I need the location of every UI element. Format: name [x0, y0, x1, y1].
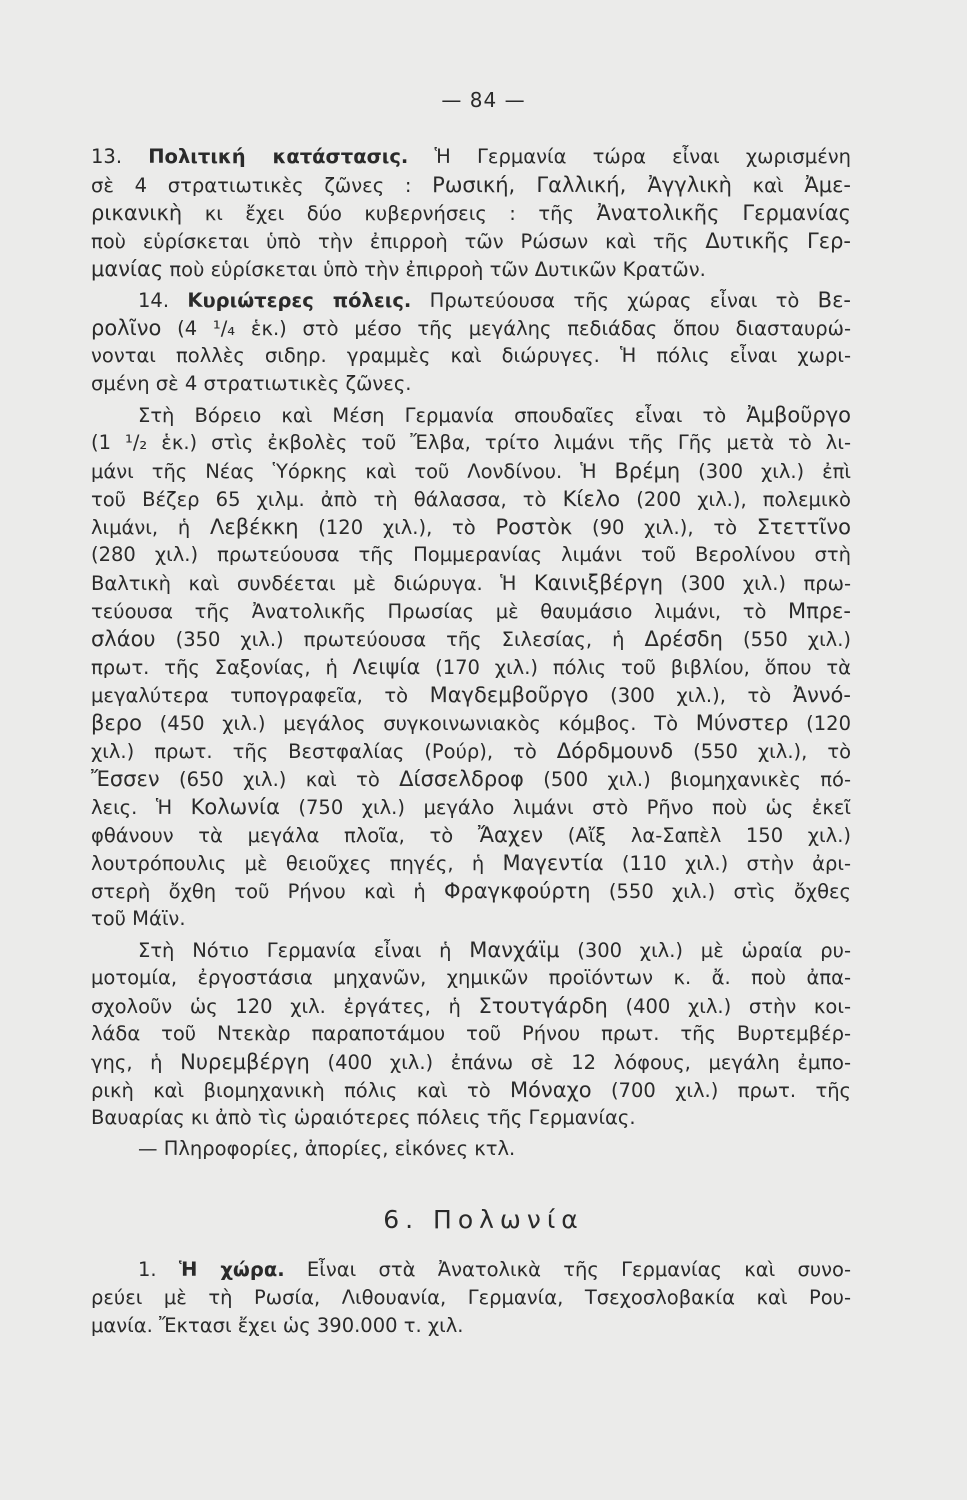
text-run: μανία. Ἔκτασι ἔχει ὡς 390.000 τ. χιλ.: [91, 1314, 464, 1337]
text-run: μάνι τῆς Νέας Ὑόρκης καὶ τοῦ Λονδίνου. Ἡ: [91, 460, 615, 483]
place-name: Λειψία: [352, 655, 421, 679]
text-run: τοῦ Βέζερ 65 χιλμ. ἀπὸ τὴ θάλασσα, τὸ: [91, 488, 563, 511]
place-name: Δόρδμουνδ: [556, 739, 674, 763]
text-line: [91, 457, 851, 486]
text-line: [91, 227, 851, 256]
text-run: (700 χιλ.) πρωτ. τῆς: [591, 1079, 852, 1102]
text-line: [91, 625, 851, 654]
text-line: [91, 849, 851, 878]
text-run: Πρωτεύουσα τῆς χώρας εἶναι τὸ: [411, 289, 818, 312]
text-run: (300 χιλ.), τὸ: [588, 684, 793, 707]
text-run: Στὴ Βόρειο καὶ Μέση Γερμανία σπουδαῖες εἶναι τὸ: [138, 404, 747, 427]
place-name: Ἀμβοῦργο: [746, 403, 851, 427]
place-name: Μύνστερ: [695, 711, 789, 735]
text-run: φθάνουν τὰ μεγάλα πλοῖα, τὸ: [91, 824, 478, 847]
text-run: (750 χιλ.) μεγάλο λιμάνι στὸ Ρῆνο ποὺ ὡς ἐκεῖ: [279, 796, 851, 819]
section-heading: 6. Πολωνία: [383, 1205, 584, 1234]
page-number: — 84 —: [441, 88, 526, 112]
place-name: Ροστὸκ: [495, 515, 573, 539]
place-name: Βε-: [817, 288, 851, 312]
heading-run: Κυριώτερες πόλεις.: [187, 289, 412, 312]
text-run: 1.: [138, 1258, 179, 1281]
text-line: [138, 286, 851, 315]
text-line: [91, 1284, 851, 1312]
text-run: ποὺ εὑρίσκεται ὑπὸ τὴν ἐπιρροὴ τῶν Ρώσων καὶ τῆς: [91, 230, 706, 253]
text-line: [91, 821, 851, 850]
text-line: [91, 370, 851, 398]
text-run: πρωτ. τῆς Σαξονίας, ἡ: [91, 656, 353, 679]
text-run: (350 χιλ.) πρωτεύουσα τῆς Σιλεσίας, ἡ: [155, 628, 645, 651]
text-run: Εἶναι στὰ Ἀνατολικὰ τῆς Γερμανίας καὶ συνο-: [284, 1258, 851, 1281]
text-line: [91, 1048, 851, 1077]
text-run: 14.: [138, 289, 188, 312]
text-line: [91, 1076, 851, 1105]
text-line: [91, 199, 851, 228]
text-run: (500 χιλ.) βιομηχανικὲς πό-: [523, 768, 851, 791]
place-name: Ἀνατολικῆς Γερμανίας: [596, 201, 851, 225]
text-run: (280 χιλ.) πρωτεύουσα τῆς Πομμερανίας λιμάνι τοῦ Βερολίνου στὴ: [91, 543, 851, 566]
text-run: (1 ¹/₂ ἑκ.) στὶς ἐκβολὲς τοῦ Ἔλβα, τρίτο λιμάνι τῆς Γῆς μετὰ τὸ λι-: [91, 431, 851, 454]
text-run: (400 χιλ.) στὴν κοι-: [607, 995, 851, 1018]
text-line: [91, 485, 851, 514]
place-name: μανίας: [91, 257, 164, 281]
text-run: στερὴ ὄχθη τοῦ Ρήνου καὶ ἡ: [91, 880, 444, 903]
text-line: [91, 681, 851, 710]
text-run: λάδα τοῦ Ντεκὰρ παραποτάμου τοῦ Ρήνου πρωτ. τῆς Βυρτεμβέρ-: [91, 1022, 851, 1045]
text-run: μοτομία, ἐργοστάσια μηχανῶν, χημικῶν προϊόντων κ. ἄ. ποὺ ἀπα-: [91, 966, 851, 989]
text-run: τοῦ Μάϊν.: [91, 907, 186, 930]
text-line: [91, 737, 851, 766]
text-run: Βαυαρίας κι ἀπὸ τὶς ὡραιότερες πόλεις τῆς Γερμανίας.: [91, 1106, 636, 1129]
heading-run: Πολιτική κατάστασις.: [148, 145, 409, 168]
place-name: Καινιξβέργη: [533, 571, 664, 595]
place-name: Φραγκφούρτη: [443, 879, 591, 903]
text-run: (400 χιλ.) ἐπάνω σὲ 12 λόφους, μεγάλη ἐμπο-: [309, 1051, 851, 1074]
text-run: ποὺ εὑρίσκεται ὑπὸ τὴν ἐπιρροὴ τῶν Δυτικῶν Κρατῶν.: [163, 258, 706, 281]
text-line: [91, 255, 851, 284]
text-line: [138, 1135, 851, 1163]
place-name: Ἄαχεν: [477, 823, 544, 847]
place-name: Ἔσσεν: [91, 767, 160, 791]
text-run: (170 χιλ.) πόλις τοῦ βιβλίου, ὅπου τὰ: [420, 656, 851, 679]
place-name: ρολῖνο: [91, 316, 162, 340]
text-run: σὲ 4 στρατιωτικὲς ζῶνες :: [91, 174, 433, 197]
text-run: (450 χιλ.) μεγάλος συγκοινωνιακὸς κόμβος. Τὸ: [141, 712, 696, 735]
text-run: (120 χιλ.), τὸ: [298, 516, 496, 539]
place-name: Ἀννό-: [792, 683, 851, 707]
text-line: [91, 905, 851, 933]
text-run: — Πληροφορίες, ἀπορίες, εἰκόνες κτλ.: [138, 1137, 516, 1160]
heading-run: Ἡ χώρα.: [178, 1258, 285, 1281]
place-name: Μαγεντία: [502, 851, 604, 875]
text-run: καὶ: [731, 174, 805, 197]
place-name: Δρέσδη: [644, 627, 723, 651]
text-line: [91, 793, 851, 822]
text-run: (90 χιλ.), τὸ: [572, 516, 757, 539]
place-name: Ἀμε-: [804, 173, 852, 197]
text-run: Βαλτικὴ καὶ συνδέεται μὲ διώρυγα. Ἡ: [91, 572, 534, 595]
text-run: λιμάνι, ἡ: [91, 516, 210, 539]
place-name: Λεβέκκη: [209, 515, 299, 539]
text-run: (550 χιλ.), τὸ: [673, 740, 852, 763]
text-run: σχολοῦν ὡς 120 χιλ. ἐργάτες, ἡ: [91, 995, 479, 1018]
text-run: (650 χιλ.) καὶ τὸ: [159, 768, 400, 791]
text-line: [91, 653, 851, 682]
text-line: [91, 1312, 851, 1340]
text-line: [91, 429, 851, 457]
text-run: (200 χιλ.), πολεμικὸ: [620, 488, 851, 511]
text-run: (300 χιλ.) πρω-: [663, 572, 851, 595]
place-name: Μόναχο: [510, 1078, 592, 1102]
text-line: [91, 709, 851, 738]
text-line: [91, 1104, 851, 1132]
place-name: Νυρεμβέργη: [180, 1050, 310, 1074]
text-run: (120: [788, 712, 851, 735]
text-line: [91, 171, 851, 200]
place-name: Κολωνία: [190, 795, 280, 819]
text-line: [91, 765, 851, 794]
text-run: (550 χιλ.): [722, 628, 852, 651]
text-run: Ἡ Γερμανία τώρα εἶναι χωρισμένη: [408, 145, 851, 168]
text-run: λουτρόπουλις μὲ θειοῦχες πηγές, ἡ: [91, 852, 503, 875]
text-line: [91, 541, 851, 569]
text-line: [91, 513, 851, 542]
place-name: Ρωσική, Γαλλική, Ἀγγλικὴ: [432, 173, 732, 197]
place-name: ρικανικὴ: [91, 201, 183, 225]
text-run: ρικὴ καὶ βιομηχανικὴ πόλις καὶ τὸ: [91, 1079, 511, 1102]
text-run: γης, ἡ: [91, 1051, 181, 1074]
text-run: (Αἴξ λα-Σαπὲλ 150 χιλ.): [543, 824, 851, 847]
text-line: [91, 342, 851, 370]
text-line: [91, 877, 851, 906]
text-run: τεύουσα τῆς Ἀνατολικῆς Πρωσίας μὲ θαυμάσιο λιμάνι, τὸ: [91, 600, 788, 623]
text-run: (4 ¹/₄ ἑκ.) στὸ μέσο τῆς μεγάλης πεδιάδας ὅπου διασταυρώ-: [161, 317, 851, 340]
place-name: Δίσσελδροφ: [399, 767, 524, 791]
place-name: Στεττῖνο: [756, 515, 851, 539]
place-name: σλάου: [91, 627, 156, 651]
text-line: [138, 936, 851, 965]
text-line: [138, 1256, 851, 1284]
text-run: (550 χιλ.) στὶς ὄχθες: [590, 880, 851, 903]
text-run: 13.: [91, 145, 149, 168]
text-run: (300 χιλ.) ἐπὶ: [680, 460, 851, 483]
place-name: Μπρε-: [787, 599, 851, 623]
text-line: [138, 401, 851, 430]
place-name: Βρέμη: [614, 459, 681, 483]
text-line: [91, 1020, 851, 1048]
text-run: (300 χιλ.) μὲ ὡραία ρυ-: [559, 939, 851, 962]
text-run: ρεύει μὲ τὴ Ρωσία, Λιθουανία, Γερμανία, Τσεχοσλοβακία καὶ Ρου-: [91, 1286, 851, 1309]
place-name: Δυτικῆς Γερ-: [705, 229, 851, 253]
text-line: [91, 569, 851, 598]
place-name: βερο: [91, 711, 142, 735]
text-run: μεγαλύτερα τυπογραφεῖα, τὸ: [91, 684, 430, 707]
text-line: [91, 964, 851, 992]
text-run: χιλ.) πρωτ. τῆς Βεστφαλίας (Ρούρ), τὸ: [91, 740, 557, 763]
text-run: σμένη σὲ 4 στρατιωτικὲς ζῶνες.: [91, 372, 412, 395]
text-run: νονται πολλὲς σιδηρ. γραμμὲς καὶ διώρυγες. Ἡ πόλις εἶναι χωρι-: [91, 344, 851, 367]
place-name: Κίελο: [562, 487, 621, 511]
text-run: κι ἔχει δύο κυβερνήσεις : τῆς: [182, 202, 597, 225]
text-line: [91, 314, 851, 343]
text-line: [91, 992, 851, 1021]
text-line: [91, 597, 851, 626]
text-line: [91, 143, 851, 171]
place-name: Μαγδεμβοῦργο: [429, 683, 589, 707]
place-name: Στουτγάρδη: [478, 994, 608, 1018]
text-run: Στὴ Νότιο Γερμανία εἶναι ἡ: [138, 939, 470, 962]
place-name: Μανχάϊμ: [469, 938, 560, 962]
text-run: (110 χιλ.) στὴν ἀρι-: [603, 852, 852, 875]
text-run: λεις. Ἡ: [91, 796, 191, 819]
